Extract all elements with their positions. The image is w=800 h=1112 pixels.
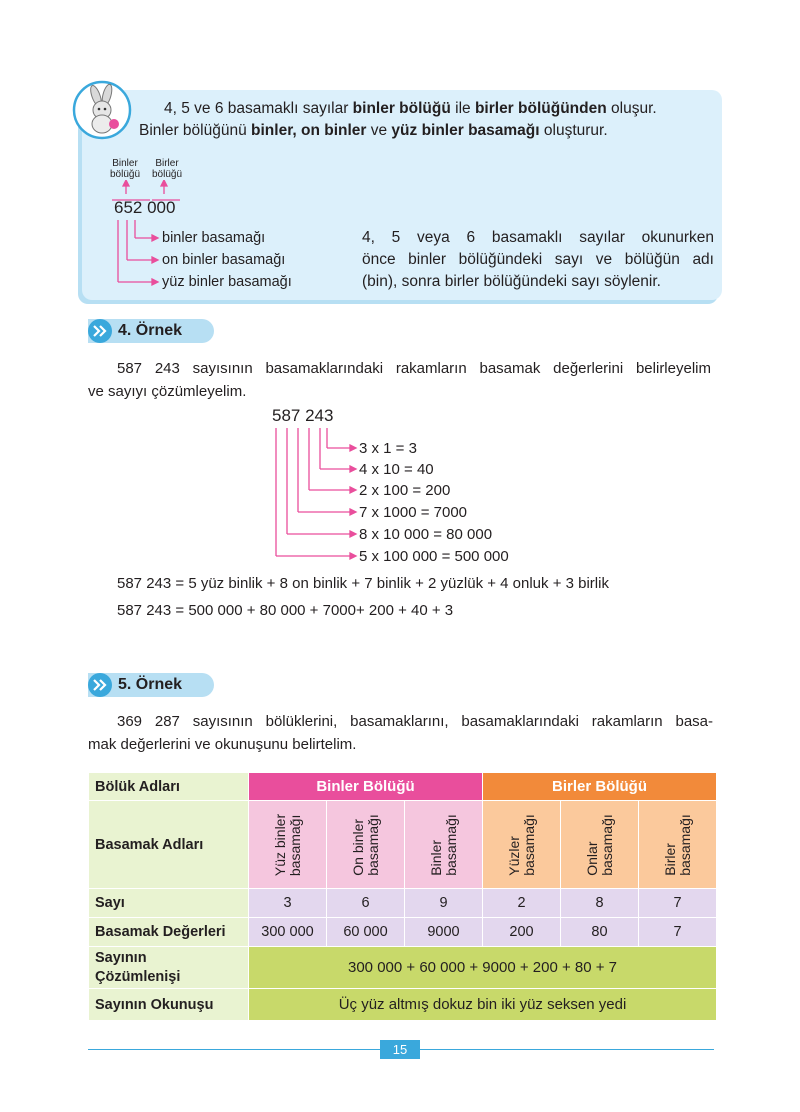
- birler-bolugu-header: Birler Bölüğü: [483, 773, 717, 801]
- row-label-okunus: Sayının Okunuşu: [89, 989, 249, 1021]
- page-number: 15: [380, 1040, 420, 1059]
- place-name: basamağı: [442, 813, 459, 876]
- place-name: Yüzler: [505, 835, 522, 876]
- reading-rule-line-2: önce binler bölüğündeki sayı ve bölüğün adı: [362, 251, 714, 268]
- text-bold: birler bölüğünden: [474, 100, 607, 117]
- value-cell: 300 000: [249, 918, 327, 947]
- digit-cell: 2: [483, 889, 561, 918]
- label-line: Çözümlenişi: [95, 968, 181, 985]
- row-label-deger: Basamak Değerleri: [89, 918, 249, 947]
- example-5-text-1: 369 287 sayısının bölüklerini, basamaklarını, basamaklarındaki rakamların basa-: [117, 713, 713, 730]
- row-label-cozumlenis: [89, 947, 249, 989]
- binler-bolugu-header: Binler Bölüğü: [249, 773, 483, 801]
- table-row: [89, 773, 717, 801]
- place-name: Yüz binler: [271, 813, 288, 876]
- row-label-boluk: Bölük Adları: [89, 773, 249, 801]
- label-yuz-binler-basamagi: yüz binler basamağı: [162, 274, 292, 290]
- double-chevron-icon: [88, 319, 112, 343]
- place-name-cell: [483, 801, 561, 889]
- digit-cell: 7: [639, 889, 717, 918]
- place-name-cell: [561, 801, 639, 889]
- place-value-table: [88, 772, 717, 1021]
- okunus-cell: Üç yüz altmış dokuz bin iki yüz seksen yedi: [249, 989, 717, 1021]
- example-5-tab: [88, 673, 214, 697]
- place-name: Onlar: [583, 841, 600, 876]
- place-name: Binler: [427, 839, 444, 876]
- digit-cell: 8: [561, 889, 639, 918]
- example-4-text-1: 587 243 sayısının basamaklarındaki rakamların basamak değerlerini belirleyelim: [117, 360, 711, 377]
- example-4-text-2: ve sayıyı çözümleyelim.: [88, 383, 247, 400]
- table-row: [89, 947, 717, 989]
- text: ile: [450, 100, 475, 117]
- label-line: bölüğü: [109, 169, 141, 180]
- digit-cell: 3: [249, 889, 327, 918]
- place-value-6: 5 x 100 000 = 500 000: [359, 548, 509, 565]
- label-on-binler-basamagi: on binler basamağı: [162, 252, 286, 268]
- place-name-cell: [327, 801, 405, 889]
- row-label-basamak: Basamak Adları: [89, 801, 249, 889]
- text: ve: [366, 122, 392, 139]
- digit-cell: 6: [327, 889, 405, 918]
- place-name-cell: [249, 801, 327, 889]
- text-bold: binler, on binler: [251, 122, 367, 139]
- example-4-equation-2: 587 243 = 500 000 + 80 000 + 7000+ 200 + 40 + 3: [117, 602, 454, 619]
- info-line-1: [164, 98, 657, 119]
- binler-bolugu-label: [104, 158, 146, 180]
- place-name: basamağı: [598, 813, 615, 876]
- sample-number: 652 000: [114, 198, 176, 217]
- value-cell: 200: [483, 918, 561, 947]
- table-row: [89, 889, 717, 918]
- text-bold: yüz binler basamağı: [391, 122, 540, 139]
- info-line-2: [139, 120, 608, 141]
- value-cell: 60 000: [327, 918, 405, 947]
- place-name: On binler: [349, 818, 366, 876]
- example-4-number: 587 243: [272, 406, 334, 425]
- example-4-arrows: [270, 426, 360, 566]
- table-row: [89, 989, 717, 1021]
- place-name-cell: [405, 801, 483, 889]
- label-line: Binler: [112, 158, 138, 169]
- text: oluşur.: [606, 100, 657, 117]
- place-name: Birler: [661, 842, 678, 876]
- place-name-cell: [639, 801, 717, 889]
- value-cell: 7: [639, 918, 717, 947]
- value-cell: 80: [561, 918, 639, 947]
- digit-cell: 9: [405, 889, 483, 918]
- reading-rule-line-3: (bin), sonra birler bölüğündeki sayı söylenir.: [362, 273, 661, 290]
- cozumlenis-cell: 300 000 + 60 000 + 9000 + 200 + 80 + 7: [249, 947, 717, 989]
- example-4-equation-1: 587 243 = 5 yüz binlik + 8 on binlik + 7 binlik + 2 yüzlük + 4 onluk + 3 birlik: [117, 575, 609, 592]
- example-4-title: 4. Örnek: [118, 322, 183, 339]
- text: oluşturur.: [539, 122, 608, 139]
- label-binler-basamagi: binler basamağı: [162, 230, 266, 246]
- place-value-5: 8 x 10 000 = 80 000: [359, 526, 493, 543]
- place-name: basamağı: [286, 814, 303, 876]
- place-name: basamağı: [364, 813, 381, 876]
- text-bold: binler bölüğü: [352, 100, 451, 117]
- reading-rule-line-1: 4, 5 veya 6 basamaklı sayılar okunurken: [362, 229, 714, 246]
- label-line: bölüğü: [151, 169, 183, 180]
- example-5-text-2: mak değerlerini ve okunuşunu belirtelim.: [88, 736, 357, 753]
- double-chevron-icon: [88, 673, 112, 697]
- text: Binler bölüğünü: [139, 122, 252, 139]
- place-name: basamağı: [520, 813, 537, 876]
- rabbit-mascot-icon: [72, 80, 132, 140]
- birler-bolugu-label: [146, 158, 188, 180]
- example-4-tab: [88, 319, 214, 343]
- example-5-title: 5. Örnek: [118, 676, 183, 693]
- text: 4, 5 ve 6 basamaklı sayılar: [164, 100, 353, 117]
- place-value-4: 7 x 1000 = 7000: [359, 504, 468, 521]
- label-line: Sayının: [95, 949, 147, 966]
- place-name: basamağı: [676, 813, 693, 876]
- table-row: [89, 918, 717, 947]
- place-value-2: 4 x 10 = 40: [359, 461, 434, 478]
- table-row: [89, 801, 717, 889]
- row-label-sayi: Sayı: [89, 889, 249, 918]
- place-value-3: 2 x 100 = 200: [359, 482, 451, 499]
- label-line: Birler: [155, 158, 179, 169]
- value-cell: 9000: [405, 918, 483, 947]
- place-value-1: 3 x 1 = 3: [359, 440, 417, 457]
